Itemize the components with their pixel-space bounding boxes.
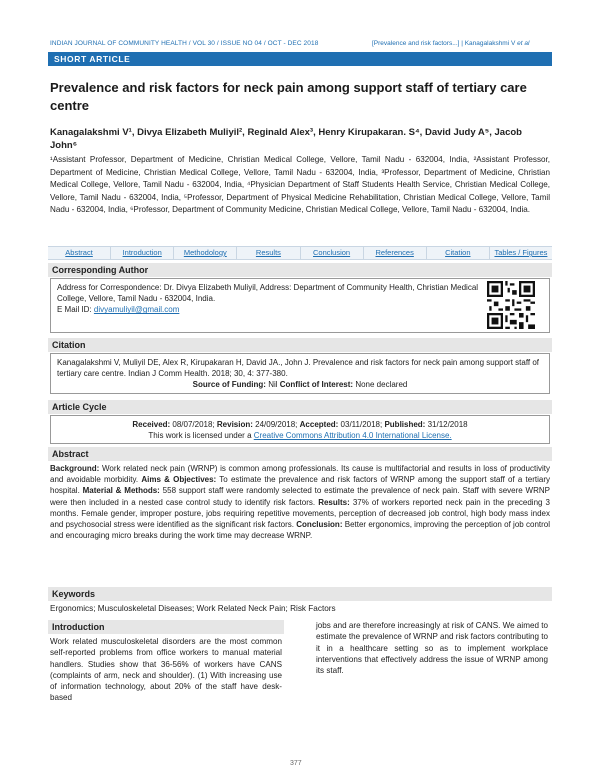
- background-text: Work related neck pain (WRNP) is common among professionals. Its cause is multifactorial and results in loss of productivity and avoidable morbidity.: [50, 464, 550, 485]
- running-header-right-text: [Prevalence and risk factors...] | Kanagalakshmi V: [372, 40, 516, 47]
- background-label: Background:: [50, 464, 100, 473]
- methods-text: 558 support staff were randomly selected to estimate the prevalence of neck pain. Staff with severe WRNP were then included in a nested case control study to identify risk factors.: [50, 486, 550, 507]
- tab-results[interactable]: Results: [237, 247, 300, 259]
- tab-references[interactable]: References: [364, 247, 427, 259]
- funding-line: [57, 379, 543, 390]
- results-text: 37% of workers reported neck pain in the preceding 3 months. Female gender, improper posture, jobs requiring repetitive movements, perception of decreased job control, high body mass index and psychosocial stress were identified as the significant risk factors.: [50, 497, 550, 530]
- results-label: Results:: [318, 497, 350, 507]
- article-cycle-heading: Article Cycle: [48, 400, 552, 414]
- revision-date: 24/09/2018;: [252, 420, 300, 429]
- page-number: 377: [290, 760, 302, 767]
- funding-label: Source of Funding:: [192, 380, 266, 390]
- article-title: Prevalence and risk factors for neck pain among support staff of tertiary care centre: [50, 80, 527, 113]
- tab-abstract[interactable]: Abstract: [48, 247, 111, 259]
- tab-methodology[interactable]: Methodology: [174, 247, 237, 259]
- tab-conclusion[interactable]: Conclusion: [301, 247, 364, 259]
- affiliations: ¹Assistant Professor, Department of Medicine, Christian Medical College, Vellore, Tamil Nadu - 632004, India, ²Assistant Professor, Department of Medicine, Christian Medical College, Vellore, Tamil Nadu - 632004, India, ³Professor, Department of Medicine, Christian Medical College, Vellore, Tamil Nadu - 632004, India, ⁴Physician Department of Staff Students Health Service, Christian Medical College, Vellore, Tamil Nadu - 632004, India, ⁵Professor, Department of Physical Medicine Rehabilitation, Christian Medical College, Vellore, Tamil Nadu - 632004, India, ⁶Professor, Department of Community Medicine, Christian Medical College, Vellore, Tamil Nadu - 632004, India.: [50, 155, 550, 215]
- conclusion-text: Better ergonomics, improving the perception of job control and encouraging micro breaks during the work time may decrease WRNP.: [50, 520, 551, 541]
- tab-citation[interactable]: Citation: [427, 247, 490, 259]
- corresponding-author-heading: Corresponding Author: [48, 263, 552, 277]
- keywords-heading: Keywords: [48, 587, 552, 601]
- email-link[interactable]: divyamuliyil@gmail.com: [93, 305, 180, 315]
- qr-code-icon: [487, 281, 535, 329]
- methods-label: Material & Methods:: [82, 486, 160, 496]
- keywords-text: Ergonomics; Musculoskeletal Diseases; Work Related Neck Pain; Risk Factors: [50, 604, 336, 613]
- received-date: 08/07/2018;: [170, 420, 217, 429]
- article-cycle-box: [50, 415, 550, 444]
- running-header-etal: et al: [517, 40, 530, 47]
- running-header-left: INDIAN JOURNAL OF COMMUNITY HEALTH / VOL 30 / ISSUE NO 04 / OCT - DEC 2018: [50, 40, 319, 47]
- citation-heading: Citation: [48, 338, 552, 352]
- correspondence-address: Address for Correspondence: Dr. Divya Elizabeth Muliyil, Address: Department of Community Health, Christian Medical College, Vellore, Tamil Nadu - 632004, India.: [57, 283, 479, 304]
- conflict-value: None declared: [353, 380, 408, 390]
- received-label: Received:: [132, 420, 171, 429]
- accepted-date: 03/11/2018;: [338, 420, 385, 429]
- aims-label: Aims & Objectives:: [141, 475, 217, 485]
- email-label: E Mail ID:: [57, 305, 94, 315]
- revision-label: Revision:: [216, 420, 253, 429]
- running-header-right: [372, 40, 529, 47]
- article-type-banner: SHORT ARTICLE: [48, 52, 552, 66]
- tab-tables-figures[interactable]: Tables / Figures: [494, 248, 548, 257]
- citation-text: Kanagalakshmi V, Muliyil DE, Alex R, Kirupakaran H, David JA., John J. Prevalence and risk factors for neck pain among support staff of tertiary care centre. Indian J Comm Health. 2018; 30, 4: 377-380.: [57, 358, 540, 379]
- introduction-heading: Introduction: [48, 620, 284, 634]
- abstract-heading: Abstract: [48, 447, 552, 461]
- introduction-right-column: jobs and are therefore increasingly at risk of CANS. We aimed to estimate the prevalence of WRNP and risk factors contributing to it in a healthcare setting so as to implement workplace interventions that effectively address the issue of WRNP among its staff.: [316, 621, 548, 676]
- funding-value: Nil: [265, 380, 280, 390]
- license-link[interactable]: Creative Commons Attribution 4.0 International License.: [253, 431, 452, 441]
- citation-box: [50, 353, 550, 394]
- conclusion-label: Conclusion:: [296, 520, 343, 530]
- introduction-left-column: Work related musculoskeletal disorders are the most common self-reported problems from office workers to manual material handlers. Studies show that 36-56% of workers have CANS (complaints of arm, neck and shoulder). (1) With increasing use of information technology, about 20% of the staff have desk-based: [50, 637, 282, 703]
- corresponding-author-box: [50, 278, 550, 333]
- license-line: [57, 430, 543, 441]
- article-dates: [57, 419, 543, 430]
- abstract-body: [50, 463, 550, 541]
- section-nav: [48, 246, 552, 260]
- conflict-label: Conflict of Interest:: [279, 380, 354, 390]
- author-list: Kanagalakshmi V¹, Divya Elizabeth Muliyil², Reginald Alex³, Henry Kirupakaran. S⁴, David Judy A⁵, Jacob John⁶: [50, 127, 522, 151]
- published-label: Published:: [384, 420, 426, 429]
- license-prefix: This work is licensed under a: [148, 431, 254, 441]
- email-line: [57, 304, 479, 315]
- aims-text: To estimate the prevalence and risk factors of WRNP among the support staff of a tertiary hospital.: [50, 475, 551, 496]
- tab-introduction[interactable]: Introduction: [111, 247, 174, 259]
- published-date: 31/12/2018: [425, 420, 468, 429]
- accepted-label: Accepted:: [299, 420, 339, 429]
